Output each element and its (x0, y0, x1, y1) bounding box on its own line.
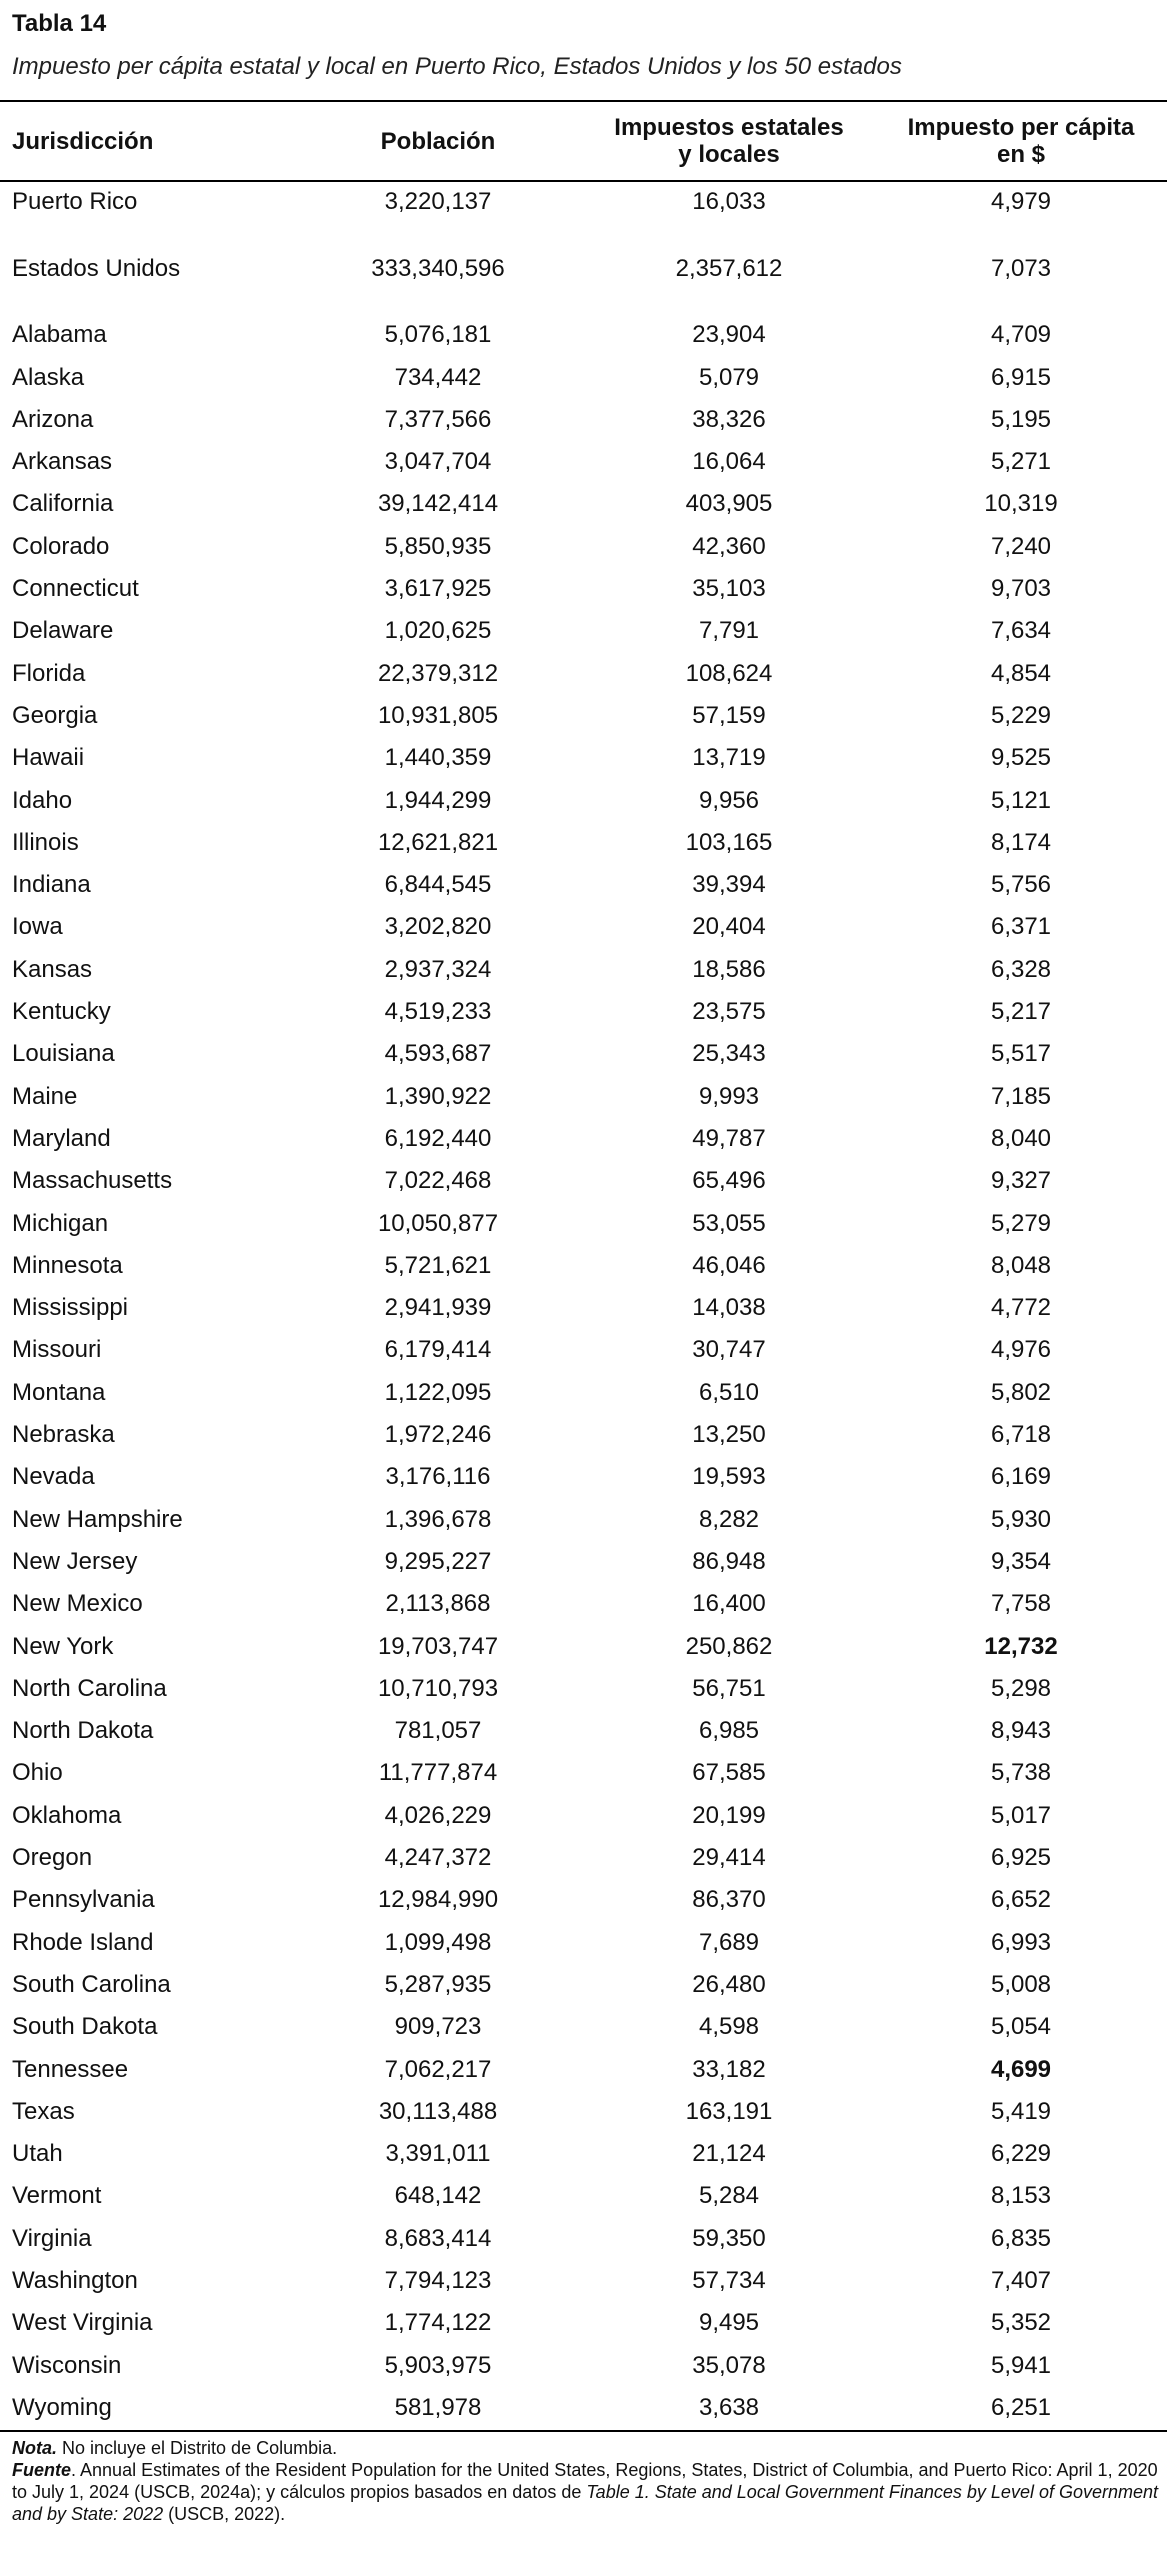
cell-poblacion: 581,978 (394, 2393, 482, 2421)
cell-per-capita: 9,525 (990, 744, 1052, 772)
cell-per-capita: 8,153 (990, 2182, 1052, 2210)
cell-impuestos: 163,191 (685, 2097, 773, 2125)
cell-impuestos: 65,496 (692, 1167, 766, 1195)
cell-impuestos: 16,033 (692, 188, 766, 215)
cell-per-capita: 5,017 (990, 1801, 1052, 1829)
cell-jurisdiccion: Tennessee (12, 2055, 129, 2083)
cell-per-capita: 9,327 (990, 1167, 1052, 1195)
cell-impuestos: 30,747 (692, 1336, 766, 1364)
cell-jurisdiccion: Puerto Rico (12, 188, 138, 215)
cell-jurisdiccion: North Carolina (12, 1674, 167, 1702)
table-title: Tabla 14 (12, 10, 107, 37)
cell-poblacion: 909,723 (394, 2013, 482, 2041)
table-row (0, 2050, 1167, 2090)
cell-per-capita: 4,854 (990, 659, 1052, 687)
cell-per-capita: 5,756 (990, 871, 1052, 899)
table-row (0, 2303, 1167, 2343)
cell-impuestos: 403,905 (685, 490, 773, 518)
cell-jurisdiccion: Kansas (12, 955, 93, 983)
cell-jurisdiccion: Nebraska (12, 1421, 115, 1448)
cell-impuestos: 21,124 (692, 2140, 766, 2168)
table-row (0, 1838, 1167, 1878)
table-row (0, 569, 1167, 609)
cell-poblacion: 4,247,372 (384, 1844, 492, 1871)
cell-poblacion: 7,062,217 (384, 2055, 492, 2083)
table-row (0, 992, 1167, 1032)
cell-impuestos: 53,055 (692, 1209, 766, 1237)
cell-per-capita: 5,941 (990, 2351, 1052, 2379)
cell-jurisdiccion: Iowa (12, 913, 63, 941)
cell-poblacion: 7,022,468 (384, 1167, 492, 1195)
cell-poblacion: 1,972,246 (384, 1421, 492, 1448)
cell-poblacion: 5,903,975 (384, 2351, 492, 2379)
table-row (0, 1923, 1167, 1963)
cell-impuestos: 6,985 (698, 1717, 760, 1745)
cell-per-capita: 4,976 (990, 1336, 1052, 1364)
cell-jurisdiccion: South Dakota (12, 2013, 158, 2041)
cell-jurisdiccion: West Virginia (12, 2309, 153, 2337)
header-poblacion: Población (380, 127, 496, 155)
cell-impuestos: 33,182 (692, 2055, 766, 2083)
table-row (0, 1669, 1167, 1709)
cell-impuestos: 9,495 (698, 2309, 760, 2337)
cell-poblacion: 2,113,868 (385, 1590, 491, 1618)
cell-per-capita: 9,703 (990, 575, 1052, 602)
cell-jurisdiccion: Mississippi (12, 1294, 129, 1322)
table-row (0, 1161, 1167, 1201)
cell-per-capita: 6,835 (990, 2224, 1052, 2252)
cell-jurisdiccion: Wisconsin (12, 2351, 122, 2379)
cell-jurisdiccion: New Hampshire (12, 1505, 183, 1533)
table-row (0, 249, 1167, 289)
cell-per-capita: 5,517 (990, 1040, 1052, 1068)
table-row (0, 1034, 1167, 1074)
cell-per-capita: 5,054 (990, 2013, 1052, 2041)
cell-impuestos: 14,038 (692, 1294, 766, 1322)
table-row (0, 2261, 1167, 2301)
note-line: Nota. No incluye el Distrito de Columbia. (12, 2438, 338, 2458)
table-row (0, 1288, 1167, 1328)
cell-impuestos: 35,103 (692, 575, 766, 602)
cell-jurisdiccion: Virginia (12, 2224, 92, 2252)
table-row (0, 1204, 1167, 1244)
cell-jurisdiccion: Idaho (12, 786, 73, 814)
table-row (0, 1373, 1167, 1413)
cell-poblacion: 12,621,821 (377, 828, 499, 856)
cell-poblacion: 1,020,625 (384, 617, 492, 645)
table-row (0, 823, 1167, 863)
cell-per-capita: 7,634 (990, 617, 1052, 645)
cell-poblacion: 5,850,935 (384, 532, 492, 560)
cell-poblacion: 1,390,922 (384, 1082, 492, 1110)
cell-per-capita: 4,979 (990, 188, 1052, 215)
cell-poblacion: 5,076,181 (384, 321, 492, 349)
table-row (0, 654, 1167, 694)
header-impuestos: Impuestos estatales y locales (614, 114, 844, 168)
table-row (0, 1584, 1167, 1624)
cell-per-capita: 6,993 (990, 1928, 1052, 1956)
cell-jurisdiccion: Georgia (12, 701, 98, 729)
table-row (0, 696, 1167, 736)
cell-per-capita: 5,121 (990, 786, 1052, 814)
cell-per-capita: 5,419 (990, 2097, 1052, 2125)
cell-poblacion: 3,220,137 (384, 188, 492, 215)
cell-impuestos: 23,904 (692, 321, 766, 349)
cell-poblacion: 5,287,935 (384, 1970, 492, 1998)
cell-jurisdiccion: Maryland (12, 1124, 111, 1152)
cell-poblacion: 2,937,324 (384, 955, 492, 983)
table-row (0, 2176, 1167, 2216)
cell-jurisdiccion: Arkansas (12, 448, 113, 476)
cell-per-capita: 6,328 (990, 955, 1052, 983)
cell-jurisdiccion: Montana (12, 1378, 106, 1406)
cell-impuestos: 39,394 (692, 871, 766, 899)
header-per-capita: Impuesto per cápita en $ (907, 114, 1135, 168)
table-row (0, 907, 1167, 947)
cell-poblacion: 6,192,440 (384, 1124, 492, 1152)
table-row (0, 1965, 1167, 2005)
cell-poblacion: 1,396,678 (384, 1505, 492, 1533)
cell-poblacion: 10,931,805 (377, 701, 499, 729)
cell-poblacion: 1,122,095 (384, 1378, 492, 1406)
table-row (0, 1119, 1167, 1159)
cell-per-capita: 12,732 (984, 1632, 1058, 1660)
bottom-rule (0, 2430, 1167, 2432)
table-row (0, 2092, 1167, 2132)
cell-per-capita: 6,371 (990, 913, 1052, 941)
cell-per-capita: 4,699 (990, 2055, 1052, 2083)
table-row (0, 1500, 1167, 1540)
table-row (0, 1627, 1167, 1667)
cell-jurisdiccion: Delaware (12, 617, 114, 645)
cell-per-capita: 5,195 (990, 405, 1052, 433)
cell-jurisdiccion: Oregon (12, 1844, 93, 1871)
cell-poblacion: 1,440,359 (384, 744, 492, 772)
cell-poblacion: 39,142,414 (377, 490, 499, 518)
table-row (0, 2388, 1167, 2428)
cell-poblacion: 648,142 (394, 2182, 482, 2210)
cell-impuestos: 25,343 (692, 1040, 766, 1068)
cell-per-capita: 5,738 (990, 1759, 1052, 1787)
table-row (0, 1796, 1167, 1836)
cell-poblacion: 734,442 (394, 363, 482, 391)
cell-poblacion: 10,050,877 (377, 1209, 499, 1237)
cell-jurisdiccion: Maine (12, 1082, 78, 1110)
cell-per-capita: 6,169 (990, 1463, 1052, 1491)
table-subtitle: Impuesto per cápita estatal y local en Puerto Rico, Estados Unidos y los 50 estados (12, 53, 902, 80)
cell-poblacion: 9,295,227 (384, 1547, 492, 1575)
table-row (0, 527, 1167, 567)
table-row (0, 2134, 1167, 2174)
table-row (0, 315, 1167, 355)
cell-poblacion: 30,113,488 (378, 2097, 498, 2125)
table-row (0, 1246, 1167, 1286)
cell-jurisdiccion: Wyoming (12, 2393, 112, 2421)
cell-poblacion: 7,794,123 (384, 2267, 492, 2294)
cell-poblacion: 1,944,299 (384, 786, 492, 814)
cell-per-capita: 6,718 (990, 1421, 1052, 1448)
cell-poblacion: 333,340,596 (371, 254, 505, 282)
cell-jurisdiccion: Alabama (12, 321, 107, 349)
cell-per-capita: 8,174 (990, 828, 1052, 856)
cell-per-capita: 8,048 (990, 1251, 1052, 1279)
cell-impuestos: 9,956 (698, 786, 760, 814)
cell-impuestos: 49,787 (692, 1124, 766, 1152)
cell-per-capita: 8,943 (990, 1717, 1052, 1745)
cell-poblacion: 3,617,925 (384, 575, 492, 602)
cell-impuestos: 29,414 (692, 1844, 766, 1871)
cell-per-capita: 6,915 (990, 363, 1052, 391)
cell-poblacion: 8,683,414 (384, 2224, 492, 2252)
cell-impuestos: 13,250 (692, 1421, 766, 1448)
cell-impuestos: 16,400 (692, 1590, 766, 1618)
cell-jurisdiccion: Rhode Island (12, 1928, 154, 1956)
cell-jurisdiccion: Illinois (12, 828, 79, 856)
cell-impuestos: 46,046 (692, 1251, 766, 1279)
cell-per-capita: 5,802 (990, 1378, 1052, 1406)
cell-impuestos: 4,598 (698, 2013, 760, 2041)
table-row (0, 1457, 1167, 1497)
cell-impuestos: 57,734 (692, 2267, 766, 2294)
table-row (0, 400, 1167, 440)
cell-impuestos: 250,862 (685, 1632, 773, 1660)
cell-poblacion: 1,774,122 (384, 2309, 492, 2337)
cell-impuestos: 108,624 (685, 659, 773, 687)
cell-per-capita: 5,298 (990, 1674, 1052, 1702)
cell-impuestos: 6,510 (698, 1378, 760, 1406)
cell-poblacion: 3,202,820 (384, 913, 492, 941)
cell-jurisdiccion: South Carolina (12, 1970, 171, 1998)
cell-per-capita: 4,709 (990, 321, 1052, 349)
table-row (0, 738, 1167, 778)
source-line: Fuente. Annual Estimates of the Resident Population for the United States, Regions, States, District of Columbia, and Puerto Rico: April 1, 2020 to July 1, 2024 (USCB, 2024a); y cálculos propios basados en datos de Table 1. State and Local Government Finances by Level of Government and by State: 2022 (USCB, 2022). (12, 2460, 1159, 2524)
cell-jurisdiccion: New Mexico (12, 1590, 143, 1618)
cell-per-capita: 8,040 (990, 1124, 1052, 1152)
table-notes (12, 2437, 1160, 2525)
cell-jurisdiccion: Kentucky (12, 998, 111, 1025)
cell-jurisdiccion: Massachusetts (12, 1167, 173, 1195)
cell-impuestos: 18,586 (692, 955, 766, 983)
cell-poblacion: 19,703,747 (377, 1632, 499, 1660)
cell-per-capita: 4,772 (990, 1294, 1052, 1322)
cell-impuestos: 38,326 (692, 405, 766, 433)
cell-impuestos: 23,575 (692, 998, 766, 1025)
cell-jurisdiccion: Louisiana (12, 1040, 115, 1068)
cell-impuestos: 59,350 (692, 2224, 766, 2252)
table-row (0, 1415, 1167, 1455)
cell-impuestos: 86,948 (692, 1547, 766, 1575)
cell-impuestos: 86,370 (692, 1886, 766, 1914)
table-row (0, 1330, 1167, 1370)
cell-impuestos: 35,078 (692, 2351, 766, 2379)
cell-per-capita: 7,185 (990, 1082, 1052, 1110)
cell-per-capita: 5,008 (990, 1970, 1052, 1998)
cell-impuestos: 26,480 (692, 1970, 766, 1998)
cell-poblacion: 4,593,687 (384, 1040, 492, 1068)
cell-impuestos: 20,199 (692, 1801, 766, 1829)
cell-per-capita: 7,073 (990, 254, 1052, 282)
cell-per-capita: 9,354 (990, 1547, 1052, 1575)
header-jurisdiccion: Jurisdicción (12, 127, 154, 155)
cell-jurisdiccion: Missouri (12, 1336, 102, 1364)
cell-impuestos: 2,357,612 (675, 254, 783, 282)
cell-jurisdiccion: California (12, 490, 114, 518)
cell-impuestos: 9,993 (698, 1082, 760, 1110)
cell-jurisdiccion: Pennsylvania (12, 1886, 155, 1914)
cell-impuestos: 3,638 (698, 2393, 760, 2421)
cell-impuestos: 56,751 (692, 1674, 766, 1702)
cell-jurisdiccion: Utah (12, 2140, 63, 2168)
cell-poblacion: 4,519,233 (384, 998, 492, 1025)
cell-per-capita: 5,217 (990, 998, 1052, 1025)
cell-jurisdiccion: Ohio (12, 1759, 63, 1787)
cell-jurisdiccion: New York (12, 1632, 114, 1660)
cell-jurisdiccion: Washington (12, 2267, 138, 2294)
cell-per-capita: 7,407 (990, 2267, 1052, 2294)
table-row (0, 611, 1167, 651)
cell-jurisdiccion: Florida (12, 659, 86, 687)
cell-impuestos: 7,689 (698, 1928, 760, 1956)
cell-poblacion: 2,941,939 (384, 1294, 492, 1322)
cell-impuestos: 57,159 (692, 701, 766, 729)
cell-jurisdiccion: Oklahoma (12, 1801, 122, 1829)
cell-poblacion: 5,721,621 (384, 1251, 492, 1279)
cell-impuestos: 103,165 (685, 828, 773, 856)
cell-per-capita: 7,240 (990, 532, 1052, 560)
table-row (0, 2346, 1167, 2386)
table-row (0, 1711, 1167, 1751)
cell-per-capita: 6,251 (990, 2393, 1052, 2421)
cell-impuestos: 16,064 (692, 448, 766, 476)
cell-jurisdiccion: Vermont (12, 2182, 102, 2210)
cell-per-capita: 5,352 (990, 2309, 1052, 2337)
cell-poblacion: 6,844,545 (384, 871, 492, 899)
cell-impuestos: 5,079 (698, 363, 760, 391)
cell-poblacion: 3,176,116 (385, 1463, 491, 1491)
cell-jurisdiccion: Alaska (12, 363, 85, 391)
cell-poblacion: 10,710,793 (377, 1674, 499, 1702)
cell-jurisdiccion: Nevada (12, 1463, 95, 1491)
cell-per-capita: 5,279 (990, 1209, 1052, 1237)
cell-jurisdiccion: Arizona (12, 405, 94, 433)
table-row (0, 1077, 1167, 1117)
cell-impuestos: 7,791 (698, 617, 760, 645)
cell-per-capita: 10,319 (984, 490, 1058, 518)
cell-impuestos: 13,719 (692, 744, 766, 772)
cell-per-capita: 6,652 (990, 1886, 1052, 1914)
cell-poblacion: 22,379,312 (377, 659, 499, 687)
cell-poblacion: 6,179,414 (384, 1336, 492, 1364)
cell-jurisdiccion: Michigan (12, 1209, 109, 1237)
cell-poblacion: 3,047,704 (384, 448, 492, 476)
cell-per-capita: 7,758 (990, 1590, 1052, 1618)
table-row (0, 950, 1167, 990)
table-row (0, 1753, 1167, 1793)
cell-poblacion: 1,099,498 (384, 1928, 492, 1956)
cell-impuestos: 67,585 (692, 1759, 766, 1787)
cell-poblacion: 12,984,990 (377, 1886, 499, 1914)
table-row (0, 1542, 1167, 1582)
cell-jurisdiccion: North Dakota (12, 1717, 154, 1745)
table-row (0, 2219, 1167, 2259)
cell-per-capita: 5,271 (990, 448, 1052, 476)
cell-impuestos: 20,404 (692, 913, 766, 941)
cell-poblacion: 7,377,566 (384, 405, 492, 433)
cell-impuestos: 5,284 (698, 2182, 760, 2210)
table-row (0, 358, 1167, 398)
cell-per-capita: 5,229 (990, 701, 1052, 729)
cell-jurisdiccion: Texas (12, 2097, 75, 2125)
cell-per-capita: 6,925 (990, 1844, 1052, 1871)
cell-impuestos: 19,593 (692, 1463, 766, 1491)
cell-jurisdiccion: Colorado (12, 532, 110, 560)
cell-poblacion: 3,391,011 (385, 2140, 491, 2168)
cell-poblacion: 4,026,229 (384, 1801, 492, 1829)
cell-jurisdiccion: Indiana (12, 871, 91, 899)
table-row (0, 484, 1167, 524)
cell-poblacion: 781,057 (394, 1717, 482, 1745)
cell-jurisdiccion: Hawaii (12, 744, 85, 772)
cell-poblacion: 11,777,874 (378, 1759, 498, 1787)
cell-jurisdiccion: Estados Unidos (12, 254, 181, 282)
cell-per-capita: 5,930 (990, 1505, 1052, 1533)
cell-impuestos: 42,360 (692, 532, 766, 560)
table-row (0, 865, 1167, 905)
table-row (0, 2007, 1167, 2047)
table-row (0, 182, 1167, 222)
cell-jurisdiccion: New Jersey (12, 1547, 138, 1575)
table-row (0, 442, 1167, 482)
cell-per-capita: 6,229 (990, 2140, 1052, 2168)
table-row (0, 781, 1167, 821)
cell-jurisdiccion: Connecticut (12, 575, 139, 602)
cell-impuestos: 8,282 (698, 1505, 760, 1533)
cell-jurisdiccion: Minnesota (12, 1251, 123, 1279)
table-row (0, 1880, 1167, 1920)
table-header-row (0, 102, 1167, 180)
